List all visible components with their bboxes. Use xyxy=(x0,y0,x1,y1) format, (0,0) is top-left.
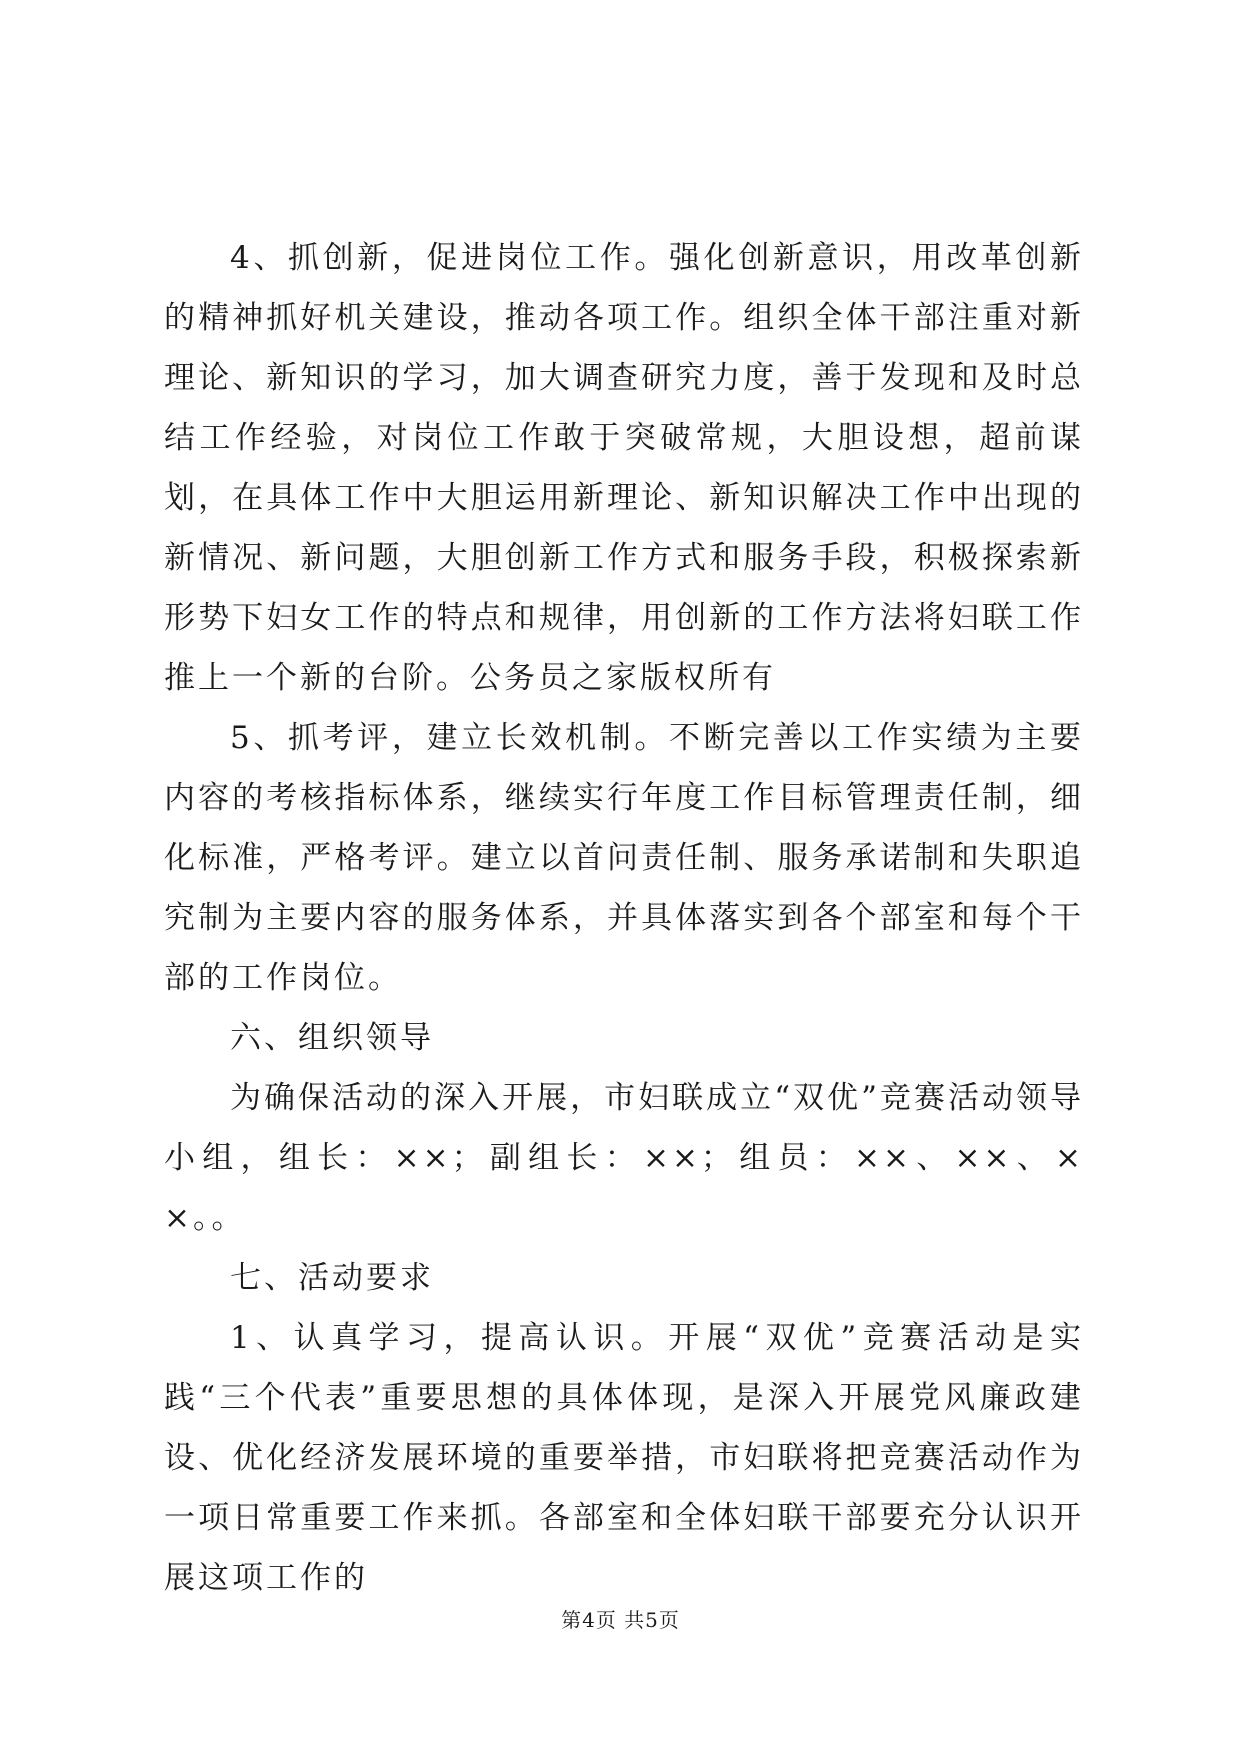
heading-activity-requirements: 七、活动要求 xyxy=(230,1260,434,1296)
document-body xyxy=(164,228,1084,1608)
paragraph-evaluation: 5、抓考评，建立长效机制。不断完善以工作实绩为主要内容的考核指标体系，继续实行年度工作目标管理责任制，细化标准，严格考评。建立以首问责任制、服务承诺制和失职追究制为主要内容的服务体系，并具体落实到各个部室和每个干部的工作岗位。 xyxy=(164,720,1084,996)
paragraph-study-awareness: 1、认真学习，提高认识。开展“双优”竞赛活动是实践“三个代表”重要思想的具体体现，是深入开展党风廉政建设、优化经济发展环境的重要举措，市妇联将把竞赛活动作为一项日常重要工作来抓。各部室和全体妇联干部要充分认识开展这项工作的 xyxy=(164,1320,1084,1596)
paragraph-innovation: 4、抓创新，促进岗位工作。强化创新意识，用改革创新的精神抓好机关建设，推动各项工作。组织全体干部注重对新理论、新知识的学习，加大调查研究力度，善于发现和及时总结工作经验，对岗位工作敢于突破常规，大胆设想，超前谋划，在具体工作中大胆运用新理论、新知识解决工作中出现的新情况、新问题，大胆创新工作方式和服务手段，积极探索新形势下妇女工作的特点和规律，用创新的工作方法将妇联工作推上一个新的台阶。公务员之家版权所有 xyxy=(164,240,1084,696)
paragraph-leadership-group: 为确保活动的深入开展，市妇联成立“双优”竞赛活动领导小组，组长：××；副组长：××；组员：××、××、××。。 xyxy=(164,1080,1084,1236)
heading-organization-leadership: 六、组织领导 xyxy=(230,1020,434,1056)
page-number-footer: 第4页 共5页 xyxy=(561,1608,680,1632)
